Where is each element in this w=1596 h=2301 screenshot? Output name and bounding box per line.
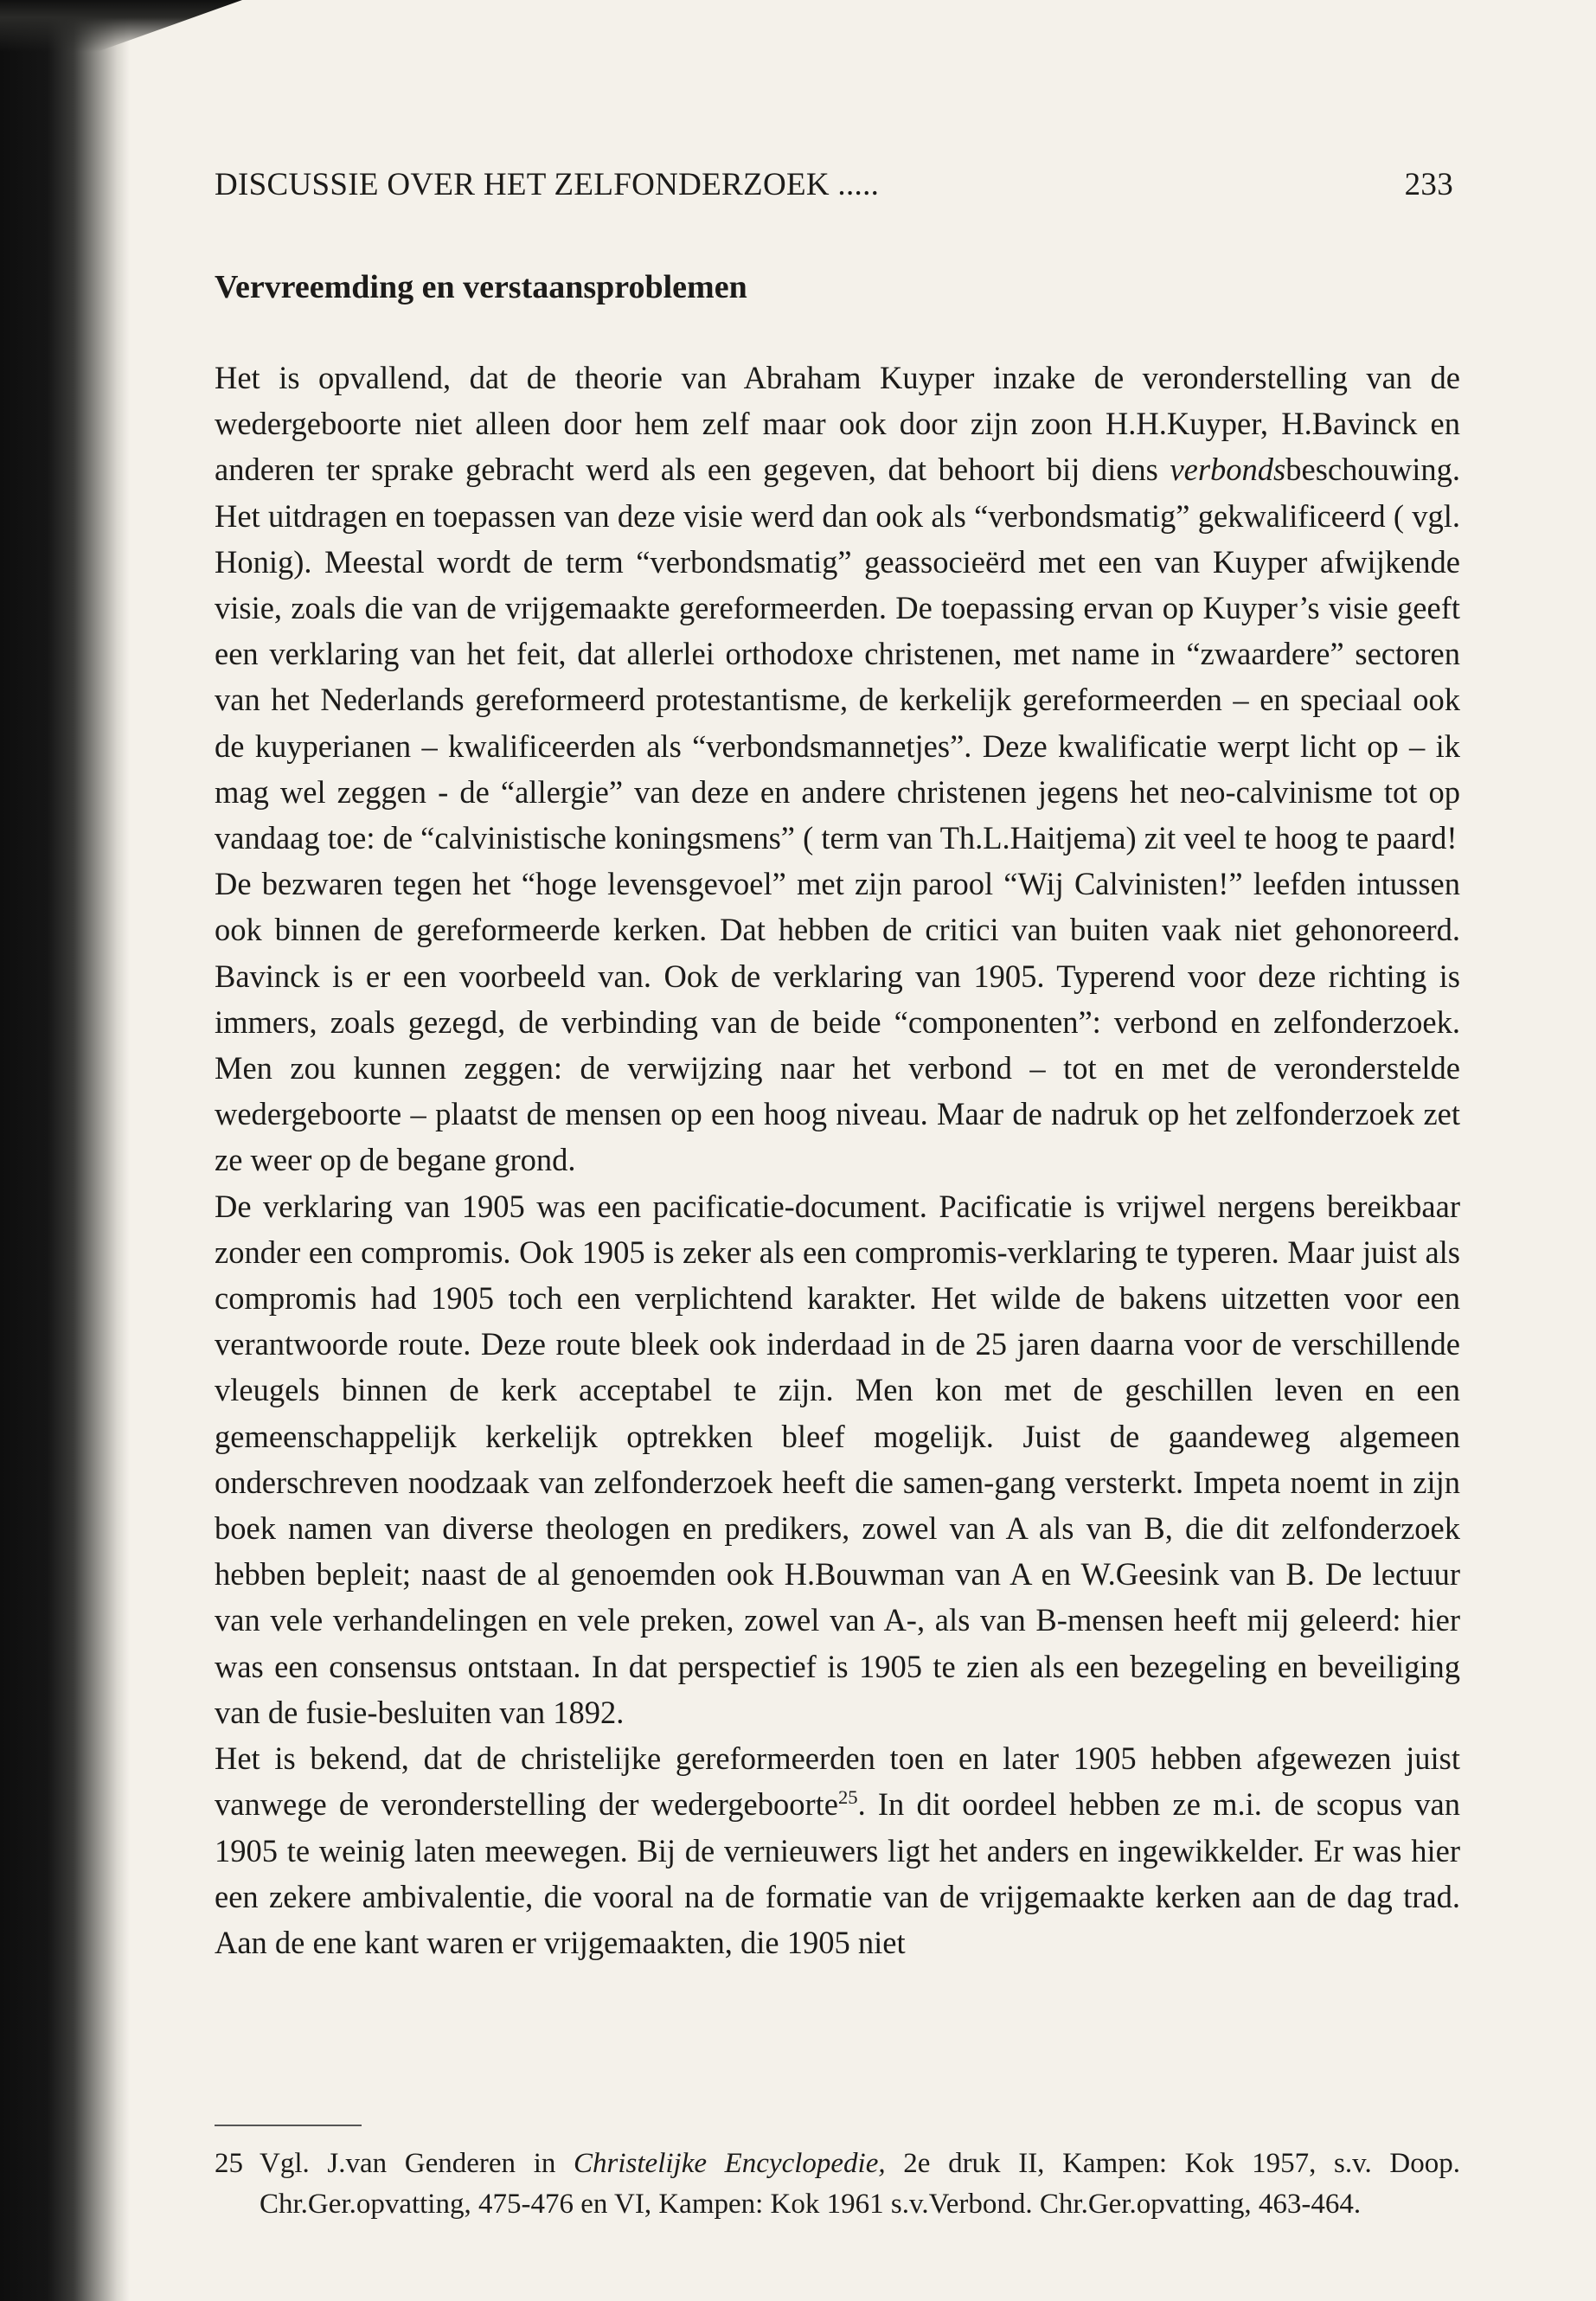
footnote-reference: 25	[837, 1786, 858, 1809]
paragraph-2: De bezwaren tegen het “hoge levensgevoel” met zijn parool “Wij Calvinisten!” leefden intussen ook binnen de gereformeerde kerken. Dat hebben de critici van buiten vaak niet gehonoreerd. Bavinck is er een voorbeeld van. Ook de verklaring van 1905. Typerend voor deze richting is immers, zoals gezegd, de verbinding van de beide “componenten”: verbond en zelfonderzoek. Men zou kunnen zeggen: de verwijzing naar het verbond – tot en met de veronderstelde wedergeboorte – plaatst de mensen op een hoog niveau. Maar de nadruk op het zelfonderzoek zet ze weer op de begane grond.	[215, 866, 1460, 1178]
paragraph-4-part-b: . In dit oordeel hebben ze m.i. de scopus van 1905 te weinig laten meewegen. Bij de vernieuwers ligt het anders en ingewikkelder. Er was hier een zekere ambivalentie, die vooral na de formatie van de vrijgemaakte kerken aan de dag trad. Aan de ene kant waren er vrijgemaakten, die 1905 niet	[215, 1786, 1460, 1960]
page-number: 233	[1404, 167, 1453, 202]
body-text	[215, 355, 1460, 1965]
scan-edge-shadow	[0, 0, 130, 2301]
paragraph-3: De verklaring van 1905 was een pacificatie-document. Pacificatie is vrijwel nergens bereikbaar zonder een compromis. Ook 1905 is zeker als een compromis-verklaring te typeren. Maar juist als compromis had 1905 toch een verplichtend karakter. Het wilde de bakens uitzetten voor een verantwoorde route. Deze route bleek ook inderdaad in de 25 jaren daarna voor de verschillende vleugels binnen de kerk acceptabel te zijn. Men kon met de geschillen leven en een gemeenschappelijk kerkelijk optrekken bleef mogelijk. Juist de gaandeweg algemeen onderschreven noodzaak van zelfonderzoek heeft die samen-gang versterkt. Impeta noemt in zijn boek namen van diverse theologen en predikers, zowel van A als van B, die dit zelfonderzoek hebben bepleit; naast de al genoemden ook H.Bouwman van A en W.Geesink van B. De lectuur van vele verhandelingen en vele preken, zowel van A-, als van B-mensen heeft mij geleerd: hier was een consensus ontstaan. In dat perspectief is 1905 te zien als een bezegeling en beveiliging van de fusie-besluiten van 1892.	[215, 1188, 1460, 1730]
running-header	[215, 166, 1453, 203]
footnote-italic: Christelijke Encyclopedie,	[574, 2148, 886, 2179]
footnote	[215, 2144, 1460, 2225]
running-title: DISCUSSIE OVER HET ZELFONDERZOEK .....	[215, 167, 880, 202]
paragraph-1-part-a: Het is opvallend, dat de theorie van Abraham Kuyper inzake de veronderstelling van de wedergeboorte niet alleen door hem zelf maar ook door zijn zoon H.H.Kuyper, H.Bavinck en anderen ter sprake gebracht werd als een gegeven, dat behoort bij diens	[215, 360, 1460, 488]
paragraph-1	[215, 355, 1460, 861]
book-page	[206, 0, 1469, 2301]
paragraph-4-part-a: Het is bekend, dat de christelijke gereformeerden toen en later 1905 hebben afgewezen juist vanwege de veronderstelling der wedergeboorte	[215, 1740, 1460, 1823]
footnote-part-a: Vgl. J.van Genderen in	[260, 2148, 574, 2179]
paragraph-1-part-b: beschouwing. Het uitdragen en toepassen van deze visie werd dan ook als “verbondsmatig” gekwalificeerd ( vgl. Honig). Meestal wordt de term “verbondsmatig” geassocieërd met een van Kuyper afwijkende visie, zoals die van de vrijgemaakte gereformeerden. De toepassing ervan op Kuyper’s visie geeft een verklaring van het feit, dat allerlei orthodoxe christenen, met name in “zwaardere” sectoren van het Nederlands gereformeerd protestantisme, de kerkelijk gereformeerden – en speciaal ook de kuyperianen – kwalificeerden als “verbondsmannetjes”. Deze kwalificatie werpt licht op – ik mag wel zeggen - de “allergie” van deze en andere christenen jegens het neo-calvinisme tot op vandaag toe: de “calvinistische koningsmens” ( term van Th.L.Haitjema) zit veel te hoog te paard!	[215, 452, 1460, 856]
footnote-text	[260, 2144, 1460, 2225]
footnote-part-b: 2e druk II, Kampen: Kok 1957, s.v. Doop. Chr.Ger.opvatting, 475-476 en VI, Kampen: Kok 1961 s.v.Verbond. Chr.Ger.opvatting, 463-464.	[260, 2148, 1460, 2220]
section-heading: Vervreemding en verstaansproblemen	[215, 269, 747, 305]
footnote-divider	[215, 2125, 362, 2126]
paragraph-1-italic: verbonds	[1170, 452, 1286, 488]
paragraph-4	[215, 1735, 1460, 1965]
footnote-number: 25	[215, 2148, 243, 2179]
